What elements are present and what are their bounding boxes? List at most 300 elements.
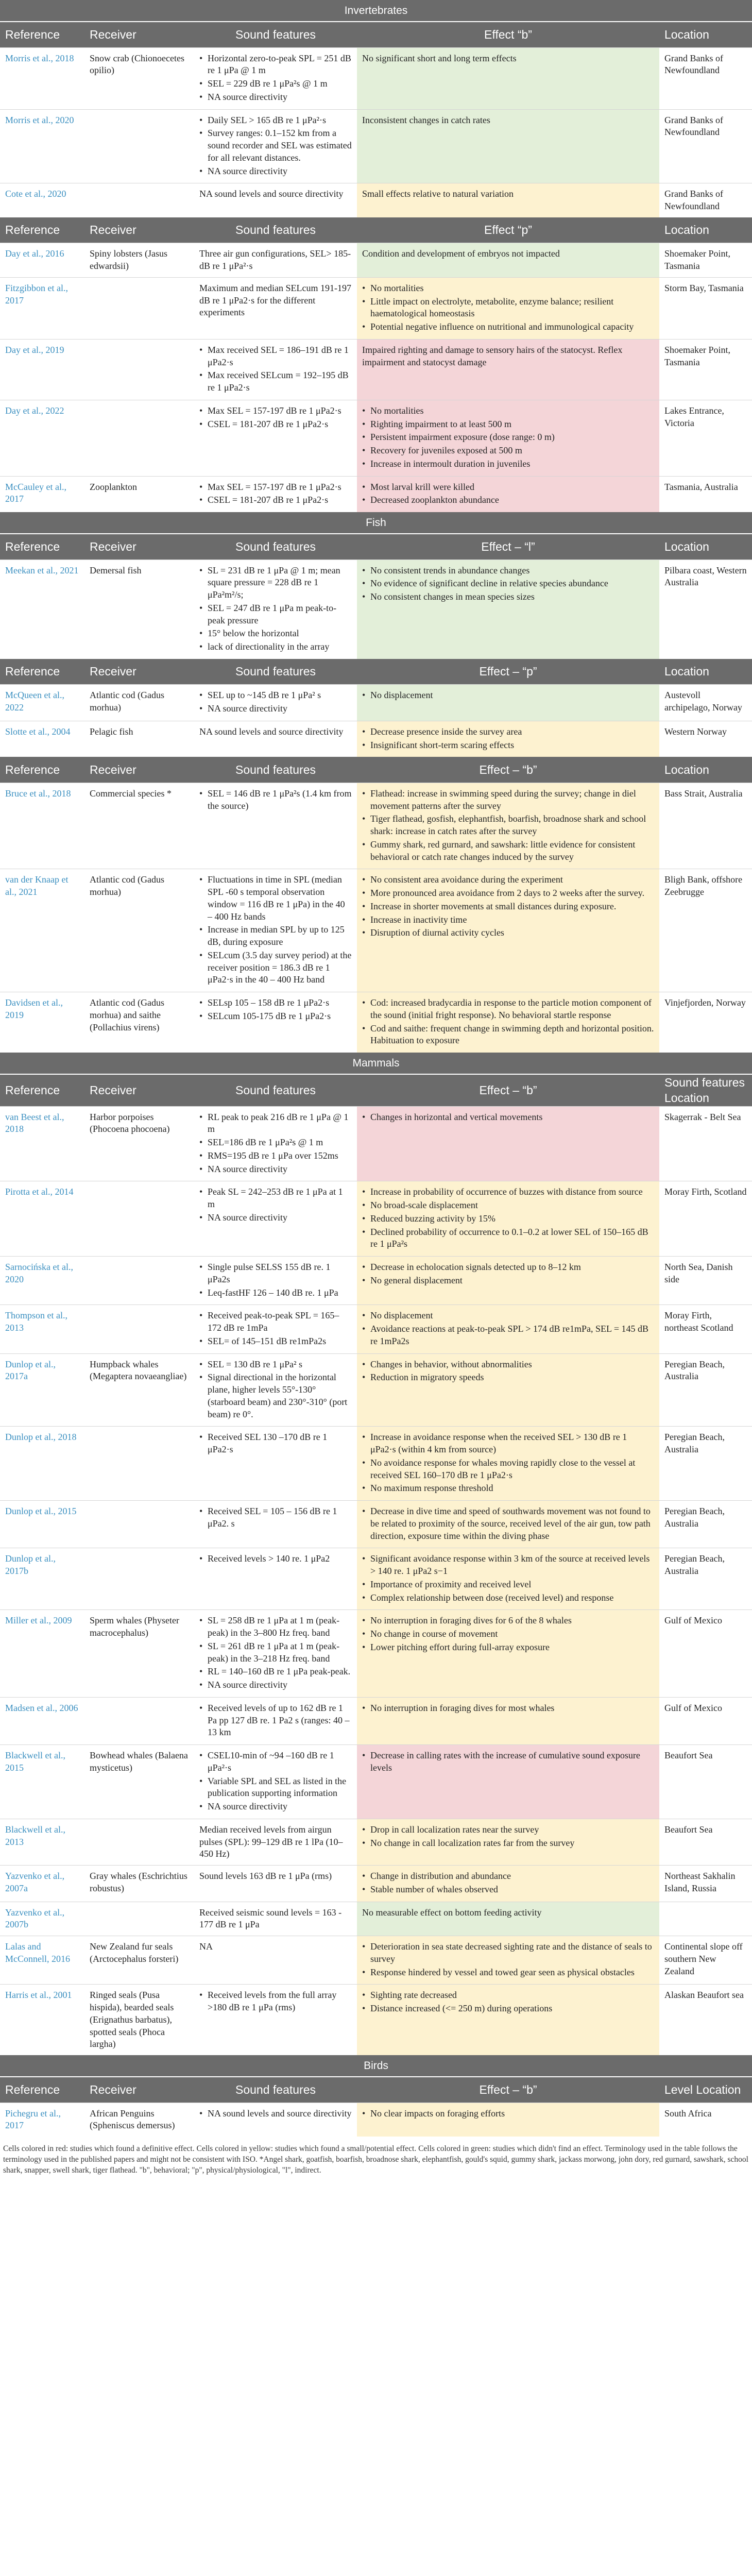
header-effect: Effect – “b” [357,2077,659,2103]
sound-feature-list [199,1702,352,1739]
location-cell: Peregian Beach, Australia [659,1548,752,1610]
receiver-cell: Bowhead whales (Balaena mysticetus) [84,1745,194,1819]
reference-link[interactable]: Sarnocińska et al., 2020 [0,1257,84,1305]
sound-feature-item: • Single pulse SELSS 155 dB re. 1 μPa2s [199,1261,352,1286]
table-row [0,183,752,217]
effect-item: • Righting impairment to at least 500 m [362,418,654,431]
reference-link[interactable]: Morris et al., 2020 [0,109,84,183]
effect-cell [357,869,659,992]
effect-item: • Significant avoidance response within 3 km of the source at received levels > 140 re. 1 μPa2 s−1 [362,1553,654,1578]
sound-features-cell [194,1819,357,1865]
header-reference: Reference [0,2077,84,2103]
effect-item: • No avoidance response for whales moving rapidly close to the vessel at received SEL 160–170 dB re 1 μPa2·s [362,1457,654,1482]
reference-link[interactable]: McCauley et al., 2017 [0,476,84,512]
sound-feature-list [199,565,352,653]
sound-feature-item: • 15° below the horizontal [199,628,352,640]
effect-cell [357,109,659,183]
effect-item: • Increase in shorter movements at small distances during exposure. [362,901,654,913]
sound-feature-list [199,1111,352,1176]
effect-list [362,1615,654,1653]
reference-link[interactable]: van Beest et al., 2018 [0,1106,84,1181]
receiver-cell [84,183,194,217]
reference-link[interactable]: Bruce et al., 2018 [0,783,84,869]
table-row [0,1106,752,1181]
effect-cell [357,685,659,721]
receiver-cell: Humpback whales (Megaptera novaeangliae) [84,1353,194,1427]
effect-item: • Lower pitching effort during full-array exposure [362,1641,654,1654]
effect-list [362,1989,654,2015]
table-row [0,1819,752,1865]
reference-link[interactable]: Day et al., 2016 [0,243,84,278]
effect-list [362,1505,654,1542]
sound-features-cell [194,1745,357,1819]
location-cell: Bligh Bank, offshore Zeebrugge [659,869,752,992]
sound-feature-item: • SELcum (3.5 day survey period) at the receiver position = 186.3 dB re 1 μPa2·s in the 40 – 400 Hz band [199,950,352,986]
reference-link[interactable]: Pirotta et al., 2014 [0,1181,84,1257]
column-header-row [0,2077,752,2103]
effect-item: • Changes in horizontal and vertical movements [362,1111,654,1124]
effect-text: Small effects relative to natural variation [362,189,514,199]
sound-feature-list [199,997,352,1023]
section-title: Fish [0,512,752,534]
column-header-row [0,22,752,47]
reference-link[interactable]: Meekan et al., 2021 [0,560,84,659]
effect-list [362,1941,654,1978]
reference-link[interactable]: Davidsen et al., 2019 [0,992,84,1053]
reference-link[interactable]: Slotte et al., 2004 [0,721,84,757]
header-location: Level Location [659,2077,752,2103]
effect-item: • Drop in call localization rates near the survey [362,1824,654,1836]
location-cell: Northeast Sakhalin Island, Russia [659,1866,752,1902]
effect-text: Inconsistent changes in catch rates [362,114,490,125]
table-row [0,560,752,659]
sound-features-cell [194,1697,357,1744]
effect-cell [357,339,659,400]
table-row [0,1866,752,1902]
sound-feature-list [199,1989,352,2014]
header-reference: Reference [0,534,84,560]
header-receiver: Receiver [84,217,194,243]
effect-cell [357,721,659,757]
sound-feature-item: • NA source directivity [199,1212,352,1224]
reference-link[interactable]: Cote et al., 2020 [0,183,84,217]
table-row [0,869,752,992]
effect-cell [357,1866,659,1902]
effect-item: • Reduced buzzing activity by 15% [362,1213,654,1225]
effect-list [362,726,654,752]
sound-feature-list [199,344,352,394]
effect-item: • Deterioration in sea state decreased sighting rate and the distance of seals to survey [362,1941,654,1965]
sound-feature-item: • Max received SEL = 186–191 dB re 1 μPa2·s [199,344,352,369]
location-cell: Austevoll archipelago, Norway [659,685,752,721]
sound-feature-item: • SELcum 105-175 dB re 1 μPa2·s [199,1010,352,1023]
effect-item: • Response hindered by vessel and towed gear seen as physical obstacles [362,1967,654,1979]
sound-feature-item: • Max SEL = 157-197 dB re 1 μPa2·s [199,481,352,494]
header-receiver: Receiver [84,659,194,685]
section-title-row [0,0,752,22]
header-location: Location [659,757,752,783]
effect-cell [357,1106,659,1181]
sound-features-cell [194,47,357,109]
effect-item: • Increase in avoidance response when the received SEL > 130 dB re 1 μPa2·s (within 4 km from source) [362,1431,654,1456]
table-row [0,992,752,1053]
receiver-cell: Gray whales (Eschrichtius robustus) [84,1866,194,1902]
effect-item: • Change in distribution and abundance [362,1870,654,1883]
sound-feature-item: • NA source directivity [199,1163,352,1176]
effect-cell [357,992,659,1053]
sound-feature-list [199,2108,352,2120]
sound-feature-item: • SEL up to ~145 dB re 1 μPa² s [199,689,352,702]
effect-item: • Decreased zooplankton abundance [362,494,654,506]
sound-feature-item: • SL = 231 dB re 1 μPa @ 1 m; mean square pressure = 228 dB re 1 μPa²m²/s; [199,565,352,601]
effect-list [362,1186,654,1250]
sound-feature-list [199,1505,352,1530]
sound-feature-item: • lack of directionality in the array [199,641,352,653]
sound-features-cell [194,400,357,476]
effect-item: • Recovery for juveniles exposed at 500 m [362,445,654,457]
effect-list [362,405,654,470]
sound-feature-item: • SEL = 229 dB re 1 μPa²s @ 1 m [199,78,352,90]
effect-cell [357,243,659,278]
sound-features-cell [194,1257,357,1305]
effect-item: • No general displacement [362,1275,654,1287]
reference-link[interactable]: van der Knaap et al., 2021 [0,869,84,992]
effect-item: • Changes in behavior, without abnormalities [362,1359,654,1371]
receiver-cell [84,1819,194,1865]
table-row [0,1257,752,1305]
header-sound-features: Sound features [194,1074,357,1106]
receiver-cell [84,1902,194,1936]
effect-item: • No mortalities [362,282,654,295]
receiver-cell [84,1305,194,1353]
sound-feature-item: • NA source directivity [199,91,352,104]
effect-list [362,689,654,702]
location-cell: Peregian Beach, Australia [659,1353,752,1427]
effect-cell [357,1305,659,1353]
effect-text: Condition and development of embryos not impacted [362,248,560,259]
location-cell: Grand Banks of Newfoundland [659,183,752,217]
effect-cell [357,1985,659,2055]
location-cell: Vinjefjorden, Norway [659,992,752,1053]
effect-list [362,1750,654,1774]
table-row [0,685,752,721]
sound-features-cell [194,721,357,757]
effect-item: • Stable number of whales observed [362,1884,654,1896]
sound-feature-item: • NA sound levels and source directivity [199,2108,352,2120]
receiver-cell [84,1501,194,1548]
header-receiver: Receiver [84,534,194,560]
receiver-cell: Spiny lobsters (Jasus edwardsii) [84,243,194,278]
effect-list [362,788,654,863]
reference-link[interactable]: Day et al., 2022 [0,400,84,476]
receiver-cell [84,1548,194,1610]
reference-link[interactable]: Lalas and McConnell, 2016 [0,1936,84,1985]
location-cell: South Africa [659,2103,752,2137]
effect-item: • No change in course of movement [362,1628,654,1640]
sound-feature-list [199,1431,352,1456]
sound-features-cell [194,109,357,183]
effect-item: • Increase in probability of occurrence of buzzes with distance from source [362,1186,654,1198]
effect-list [362,1359,654,1384]
header-sound-features: Sound features [194,217,357,243]
location-cell: North Sea, Danish side [659,1257,752,1305]
reference-link[interactable]: Yazvenko et al., 2007b [0,1902,84,1936]
receiver-cell [84,277,194,339]
sound-features-cell [194,1936,357,1985]
effect-item: • Cod: increased bradycardia in response to the particle motion component of the sound (initial fright response). No behavioral startle response [362,997,654,1022]
reference-link[interactable]: Miller et al., 2009 [0,1610,84,1698]
column-header-row [0,534,752,560]
column-header-row [0,757,752,783]
receiver-cell: Atlantic cod (Gadus morhua) [84,869,194,992]
effect-list [362,565,654,603]
reference-link[interactable]: Dunlop et al., 2018 [0,1427,84,1501]
reference-link[interactable]: Pichegru et al., 2017 [0,2103,84,2137]
sound-feature-item: • Max SEL = 157-197 dB re 1 μPa2·s [199,405,352,417]
effect-item: • Flathead: increase in swimming speed during the survey; change in diel movement patterns after the survey [362,788,654,812]
sound-features-cell [194,183,357,217]
sound-features-cell [194,339,357,400]
reference-link[interactable]: Yazvenko et al., 2007a [0,1866,84,1902]
location-cell: Peregian Beach, Australia [659,1427,752,1501]
sound-feature-item: • Received SEL = 105 – 156 dB re 1 μPa2. s [199,1505,352,1530]
effect-item: • No displacement [362,689,654,702]
sound-features-cell [194,783,357,869]
header-reference: Reference [0,217,84,243]
table-row [0,2103,752,2137]
effect-item: • No interruption in foraging dives for most whales [362,1702,654,1715]
sound-feature-item: • Received levels > 140 re. 1 μPa2 [199,1553,352,1565]
sound-feature-list [199,1310,352,1347]
location-cell: Bass Strait, Australia [659,783,752,869]
section-title: Invertebrates [0,0,752,22]
sound-features-cell [194,1106,357,1181]
effect-item: • No consistent trends in abundance changes [362,565,654,577]
sound-feature-text: Received seismic sound levels = 163 - 177 dB re 1 μPa [199,1907,342,1930]
sound-features-cell [194,1902,357,1936]
sound-feature-item: • Variable SPL and SEL as listed in the publication supporting information [199,1775,352,1800]
table-row [0,1305,752,1353]
sound-feature-item: • CSEL = 181-207 dB re 1 μPa2·s [199,418,352,431]
location-cell: Western Norway [659,721,752,757]
table-row [0,721,752,757]
header-sound-features: Sound features [194,534,357,560]
location-cell: Lakes Entrance, Victoria [659,400,752,476]
effect-cell [357,1745,659,1819]
sound-feature-list [199,1186,352,1224]
sound-feature-item: • NA source directivity [199,1679,352,1691]
effect-cell [357,783,659,869]
receiver-cell: Demersal fish [84,560,194,659]
header-reference: Reference [0,22,84,47]
sound-feature-list [199,874,352,986]
sound-feature-item: • RMS=195 dB re 1 μPa over 152ms [199,1150,352,1162]
location-cell: Shoemaker Point, Tasmania [659,339,752,400]
reference-link[interactable]: Morris et al., 2018 [0,47,84,109]
location-cell: Grand Banks of Newfoundland [659,109,752,183]
sound-features-cell [194,685,357,721]
location-cell: Tasmania, Australia [659,476,752,512]
effect-cell [357,1353,659,1427]
location-cell: Beaufort Sea [659,1819,752,1865]
location-cell: Grand Banks of Newfoundland [659,47,752,109]
sound-features-cell [194,476,357,512]
sound-feature-list [199,1615,352,1691]
table-row [0,1985,752,2055]
column-header-row [0,217,752,243]
receiver-cell: Harbor porpoises (Phocoena phocoena) [84,1106,194,1181]
header-reference: Reference [0,1074,84,1106]
sound-feature-item: • SEL = 146 dB re 1 μPa²s (1.4 km from the source) [199,788,352,812]
receiver-cell: Zooplankton [84,476,194,512]
sound-feature-text: Three air gun configurations, SEL> 185-dB re 1 μPa²·s [199,248,351,271]
header-receiver: Receiver [84,1074,194,1106]
location-cell: Moray Firth, Scotland [659,1181,752,1257]
reference-link[interactable]: Blackwell et al., 2013 [0,1819,84,1865]
sound-feature-item: • Fluctuations in time in SPL (median SPL -60 s temporal observation window = 116 dB re 1 μPa) in the 40 – 400 Hz bands [199,874,352,923]
header-sound-features: Sound features [194,2077,357,2103]
sound-feature-list [199,53,352,104]
reference-link[interactable]: McQueen et al., 2022 [0,685,84,721]
sound-feature-text: NA sound levels and source directivity [199,726,344,737]
effect-list [362,874,654,939]
effect-list [362,481,654,507]
effect-cell [357,277,659,339]
effect-cell [357,1257,659,1305]
location-cell: Peregian Beach, Australia [659,1501,752,1548]
sound-feature-item: • Received SEL 130 –170 dB re 1 μPa2·s [199,1431,352,1456]
sound-feature-list [199,1750,352,1813]
effect-list [362,2108,654,2120]
reference-link[interactable]: Thompson et al., 2013 [0,1305,84,1353]
effect-list [362,1553,654,1604]
receiver-cell [84,1427,194,1501]
header-effect: Effect – “b” [357,1074,659,1106]
table-footnote: Cells colored in red: studies which found a definitive effect. Cells colored in yellow: studies which found a small/potential effect. Cells colored in green: studies which didn't find an effect. Terminology used in the table follows the terminology used in the published papers and might not be consistent with ISO. *Angel shark, goatfish, boarfish, broadnose shark, elephantfish, gould's squid, gummy shark, jackass morwong, john dory, red gurnard, sawshark, school shark, snapper, swell shark, tiger flathead. "b", behavioral; "p", physical/physiological, "l", indirect. [3,2144,748,2175]
reference-link[interactable]: Day et al., 2019 [0,339,84,400]
table-row [0,476,752,512]
reference-link[interactable]: Dunlop et al., 2017b [0,1548,84,1610]
sound-feature-item: • SEL = 247 dB re 1 μPa m peak-to-peak pressure [199,602,352,627]
effect-list [362,1702,654,1715]
sound-feature-item: • NA source directivity [199,165,352,178]
table-row [0,1501,752,1548]
sound-feature-item: • Leq-fastHF 126 – 140 dB re. 1 μPa [199,1287,352,1299]
sound-feature-list [199,114,352,178]
header-reference: Reference [0,659,84,685]
effect-item: • Little impact on electrolyte, metabolite, enzyme balance; resilient haematological homeostasis [362,296,654,320]
location-cell: Storm Bay, Tasmania [659,277,752,339]
sound-feature-list [199,1261,352,1299]
sound-feature-item: • Received levels from the full array >180 dB re 1 μPa (rms) [199,1989,352,2014]
effect-item: • Potential negative influence on nutritional and immunological capacity [362,321,654,333]
effect-item: • No consistent changes in mean species sizes [362,591,654,603]
sound-feature-list [199,481,352,507]
effect-list [362,997,654,1047]
sound-feature-item: • Received peak-to-peak SPL = 165–172 dB re 1mPa [199,1310,352,1334]
sound-feature-item: • SL = 261 dB re 1 μPa at 1 m (peak-peak) in the 3–218 Hz freq. band [199,1640,352,1665]
section-title-row [0,512,752,534]
sound-feature-item: • Horizontal zero-to-peak SPL = 251 dB re 1 μPa @ 1 m [199,53,352,77]
effect-item: • Decrease in dive time and speed of southwards movement was not found to be related to proximity of the source, received level of the air gun, tow path direction, exposure time within the diving phase [362,1505,654,1542]
header-sound-features: Sound features [194,22,357,47]
effect-item: • No mortalities [362,405,654,417]
receiver-cell: Sperm whales (Physeter macrocephalus) [84,1610,194,1698]
effect-list [362,1111,654,1124]
effect-item: • No maximum response threshold [362,1482,654,1495]
location-cell: Gulf of Mexico [659,1697,752,1744]
header-effect: Effect – “p” [357,659,659,685]
effect-cell [357,1697,659,1744]
reference-link[interactable]: Blackwell et al., 2015 [0,1745,84,1819]
location-cell: Continental slope off southern New Zealand [659,1936,752,1985]
table-row [0,339,752,400]
table-row [0,1610,752,1698]
reference-link[interactable]: Dunlop et al., 2017a [0,1353,84,1427]
header-effect: Effect “p” [357,217,659,243]
header-location: Location [659,659,752,685]
table-row [0,1902,752,1936]
table-row [0,47,752,109]
column-header-row [0,659,752,685]
receiver-cell: Pelagic fish [84,721,194,757]
effect-cell [357,1936,659,1985]
reference-link[interactable]: Harris et al., 2001 [0,1985,84,2055]
section-title: Mammals [0,1053,752,1074]
sound-features-cell [194,1501,357,1548]
table-row [0,1548,752,1610]
effect-cell [357,2103,659,2137]
column-header-row [0,1074,752,1106]
receiver-cell: Atlantic cod (Gadus morhua) [84,685,194,721]
receiver-cell: New Zealand fur seals (Arctocephalus forsteri) [84,1936,194,1985]
reference-link[interactable]: Dunlop et al., 2015 [0,1501,84,1548]
sound-feature-list [199,1553,352,1565]
sound-features-cell [194,243,357,278]
sound-feature-item: • RL = 140–160 dB re 1 μPa peak-peak. [199,1666,352,1678]
sound-feature-list [199,788,352,812]
sound-feature-item: • Received levels of up to 162 dB re 1 Pa pp 127 dB re. 1 Pa2 s (ranges: 40 – 13 km [199,1702,352,1739]
effect-cell [357,1610,659,1698]
section-title-row [0,2055,752,2077]
sound-features-cell [194,1181,357,1257]
reference-link[interactable]: Madsen et al., 2006 [0,1697,84,1744]
header-receiver: Receiver [84,757,194,783]
effect-item: • Avoidance reactions at peak-to-peak SPL > 174 dB re1mPa, SEL = 145 dB re 1mPa2s [362,1323,654,1348]
table-row [0,1353,752,1427]
sound-features-cell [194,992,357,1053]
sound-features-cell [194,1985,357,2055]
sound-features-cell [194,560,357,659]
effect-item: • Most larval krill were killed [362,481,654,494]
sound-features-cell [194,277,357,339]
sound-feature-item: • CSEL10-min of ~94 –160 dB re 1 μPa²·s [199,1750,352,1774]
receiver-cell [84,109,194,183]
sound-features-cell [194,1427,357,1501]
reference-link[interactable]: Fitzgibbon et al., 2017 [0,277,84,339]
header-location: Sound features Location [659,1074,752,1106]
effect-item: • Importance of proximity and received level [362,1579,654,1591]
receiver-cell [84,339,194,400]
sound-feature-item: • SEL=186 dB re 1 μPa²s @ 1 m [199,1137,352,1149]
effect-item: • No interruption in foraging dives for 6 of the 8 whales [362,1615,654,1627]
sound-features-cell [194,2103,357,2137]
receiver-cell [84,400,194,476]
location-cell: Beaufort Sea [659,1745,752,1819]
sound-feature-list [199,1359,352,1421]
sound-feature-item: • Increase in median SPL by up to 125 dB, during exposure [199,924,352,948]
sound-feature-item: • Signal directional in the horizontal plane, higher levels 55°-130° (starboard beam) and 230°-310° (port beam) re 0°. [199,1371,352,1420]
